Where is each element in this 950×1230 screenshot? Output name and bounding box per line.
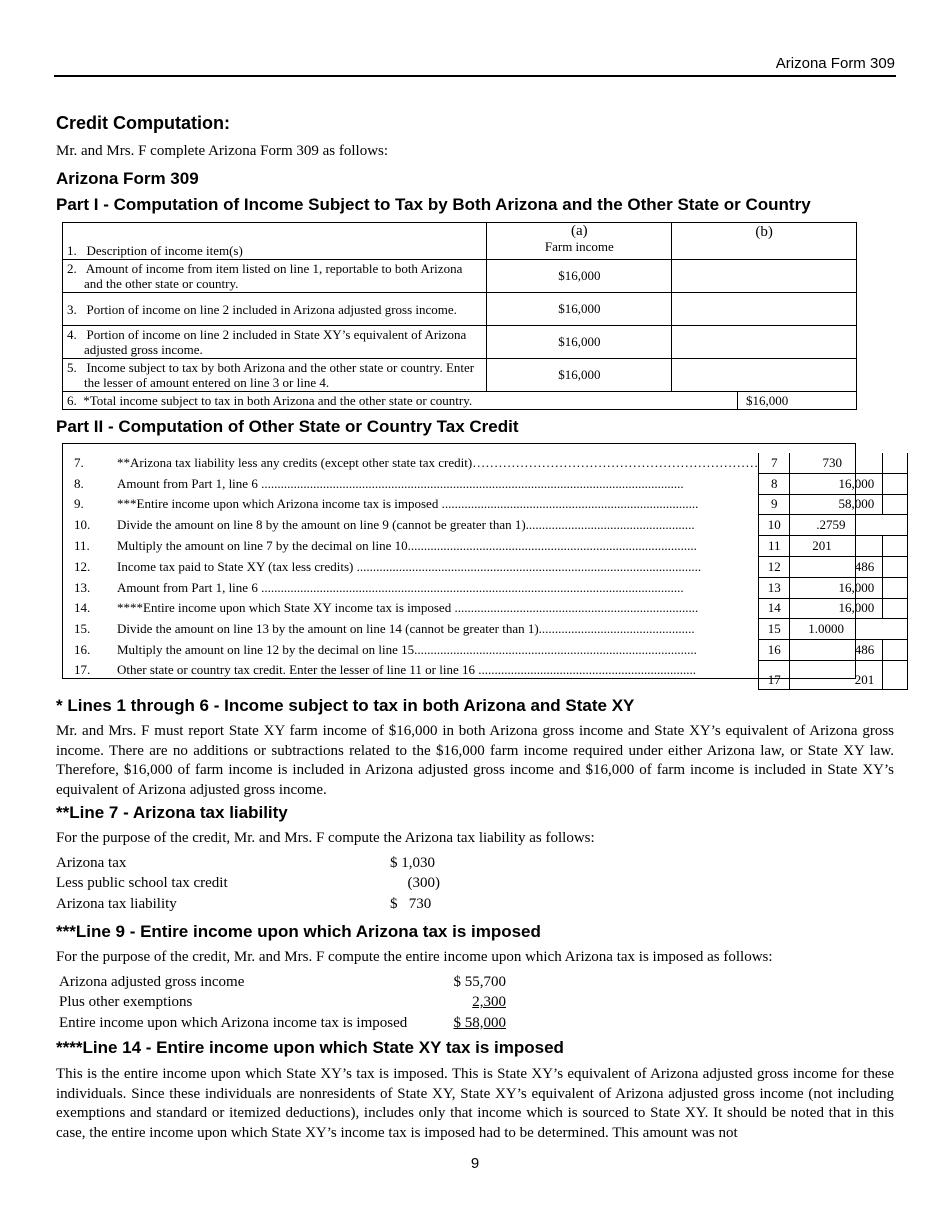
part2-num: 15. (74, 621, 91, 637)
part2-line: 13 (759, 577, 790, 598)
form-title: Arizona Form 309 (56, 169, 199, 188)
part2-text: Multiply the amount on line 7 by the decimal on line 10......................................................................................... (117, 538, 697, 554)
line-7-row (56, 874, 440, 895)
part2-value: 16,000 (790, 598, 883, 619)
part1-value-a: $16,000 (487, 359, 672, 392)
part1-desc: 5. Income subject to tax by both Arizona and the other state or country. Enter the lesser of amount entered on line 3 or line 4. (67, 360, 475, 390)
page-number: 9 (470, 1155, 480, 1172)
part1-value-b (672, 260, 857, 293)
part2-row (62, 619, 908, 640)
line-7-label: Arizona tax liability (56, 895, 177, 912)
part2-line: 8 (759, 473, 790, 494)
line-14-title: ****Line 14 - Entire income upon which State XY tax is imposed (56, 1038, 564, 1057)
header-rule (54, 75, 896, 77)
line-7-value: (300) (407, 875, 440, 892)
part2-line: 9 (759, 494, 790, 515)
line-7-table (56, 853, 440, 915)
line-9-value: $ 58,000 (453, 1014, 506, 1031)
line-9-label: Entire income upon which Arizona income tax is imposed (59, 1014, 408, 1031)
part2-value: 16,000 (790, 473, 883, 494)
part2-text: ***Entire income upon which Arizona income tax is imposed ............................................................................... (117, 496, 699, 512)
part1-value-b (672, 359, 857, 392)
part1-desc: 2. Amount of income from item listed on line 1, reportable to both Arizona and the other state or country. (67, 261, 463, 291)
line-7-value: $ 1,030 (390, 854, 435, 871)
line-9-row (59, 972, 506, 993)
form-header: Arizona Form 309 (775, 55, 895, 72)
part1-row-3 (63, 293, 857, 326)
part2-line: 16 (759, 640, 790, 661)
part2-value: 730 (790, 453, 883, 473)
part2-value: 16,000 (790, 577, 883, 598)
line-9-row (59, 993, 506, 1014)
part1-row-5 (63, 359, 857, 392)
line-7-label: Less public school tax credit (56, 875, 228, 892)
part2-num: 7. (74, 455, 84, 471)
part2-num: 10. (74, 517, 91, 533)
line-9-table (59, 972, 506, 1034)
line-9-label: Arizona adjusted gross income (59, 973, 245, 990)
part2-value: 1.0000 (790, 619, 908, 640)
line-9-value: $ 55,700 (453, 973, 506, 990)
part2-line: 17 (759, 660, 790, 689)
part2-num: 9. (74, 496, 84, 512)
part1-value-a: $16,000 (487, 326, 672, 359)
lines-1-6-title: * Lines 1 through 6 - Income subject to tax in both Arizona and State XY (56, 696, 635, 715)
part2-text: **Arizona tax liability less any credits (except other state tax credit)………………………………………………………… (117, 455, 759, 471)
part1-value-b (672, 293, 857, 326)
line-9-label: Plus other exemptions (59, 994, 193, 1011)
part2-line: 12 (759, 556, 790, 577)
part2-line: 10 (759, 515, 790, 536)
intro-text: Mr. and Mrs. F complete Arizona Form 309 as follows: (56, 143, 389, 159)
part2-num: 17. (74, 662, 91, 678)
lines-1-6-body: Mr. and Mrs. F must report State XY farm income of $16,000 in both Arizona gross income and State XY’s equivalent of Arizona gross income. There are no additions or subtractions related to the $16,000 farm income required under either Arizona law, or State XY law. Therefore, $16,000 of farm income is included in Arizona adjusted gross income and $16,000 of farm income is included in State XY’s equivalent of Arizona adjusted gross income. (56, 723, 894, 798)
part2-row (62, 536, 908, 557)
line-9-row (59, 1013, 506, 1034)
part2-text: ****Entire income upon which State XY income tax is imposed ........................................................................... (117, 600, 699, 616)
part2-text: Income tax paid to State XY (tax less credits) .......................................................................................................... (117, 558, 702, 574)
part2-num: 8. (74, 475, 84, 491)
line-7-value: $ 730 (390, 895, 432, 912)
part2-row (62, 640, 908, 661)
credit-computation-title: Credit Computation: (56, 113, 230, 133)
line-9-value: 2,300 (472, 994, 506, 1011)
part2-text: Divide the amount on line 13 by the amount on line 14 (cannot be greater than 1)................................................ (117, 621, 695, 637)
part2-text: Multiply the amount on line 12 by the decimal on line 15....................................................................................... (117, 642, 697, 658)
part2-num: 14. (74, 600, 91, 616)
part1-line6-desc: 6. *Total income subject to tax in both Arizona and the other state or country. (67, 392, 473, 408)
part1-value-a: $16,000 (487, 293, 672, 326)
part1-value-b (672, 326, 857, 359)
part2-num: 11. (74, 538, 90, 554)
part1-title: Part I - Computation of Income Subject to Tax by Both Arizona and the Other State or Country (56, 195, 811, 214)
line-14-body: This is the entire income upon which State XY’s tax is imposed. This is State XY’s equivalent of Arizona adjusted gross income for these individuals. Since these individuals are nonresidents of State XY, State XY’s equivalent of Arizona adjusted gross income (not including exemptions and standard or itemized deductions), includes only that income which is sourced to State XY. It should be noted that in this case, the entire income upon which State XY’s income tax is imposed had to be determined. This amount was not (56, 1066, 894, 1141)
line-7-title: **Line 7 - Arizona tax liability (56, 803, 288, 822)
part2-line: 11 (759, 536, 790, 557)
part2-row (62, 577, 908, 598)
part2-row (62, 515, 908, 536)
part2-line: 7 (759, 453, 790, 473)
part2-row (62, 494, 908, 515)
part2-line: 15 (759, 619, 790, 640)
part2-num: 16. (74, 642, 91, 658)
part2-row (62, 660, 908, 689)
part1-desc: 4. Portion of income on line 2 included in State XY’s equivalent of Arizona adjusted gross income. (67, 327, 467, 357)
part2-row (62, 598, 908, 619)
part1-table (62, 222, 857, 410)
line-7-label: Arizona tax (56, 854, 127, 871)
part2-value: 201 (790, 660, 883, 689)
part2-text: Divide the amount on line 8 by the amount on line 9 (cannot be greater than 1).................................................... (117, 517, 695, 533)
part2-value: .2759 (790, 515, 908, 536)
part2-row (62, 556, 908, 577)
part1-value-a: Farm income (544, 239, 614, 254)
part1-desc: 3. Portion of income on line 2 included in Arizona adjusted gross income. (67, 301, 457, 317)
line-9-title: ***Line 9 - Entire income upon which Arizona tax is imposed (56, 922, 541, 941)
part2-title: Part II - Computation of Other State or Country Tax Credit (56, 417, 519, 436)
part1-line6-value: $16,000 (737, 392, 856, 409)
line-7-row (56, 894, 440, 915)
col-b-label: (b) (672, 223, 857, 260)
part1-row-4 (63, 326, 857, 359)
part2-line: 14 (759, 598, 790, 619)
part2-num: 13. (74, 579, 91, 595)
line-7-intro: For the purpose of the credit, Mr. and Mrs. F compute the Arizona tax liability as follows: (56, 830, 595, 846)
part1-row-2 (63, 260, 857, 293)
part1-col-a-header (487, 223, 672, 260)
part2-text: Other state or country tax credit. Enter the lesser of line 11 or line 16 ................................................................... (117, 662, 696, 678)
part2-value: 486 (790, 556, 883, 577)
line-7-row (56, 853, 440, 874)
part2-table (62, 453, 908, 690)
part2-row (62, 473, 908, 494)
part2-value: 486 (790, 640, 883, 661)
part2-text: Amount from Part 1, line 6 .................................................................................................................................. (117, 475, 684, 491)
part1-row-6 (63, 392, 857, 410)
part2-num: 12. (74, 558, 91, 574)
part1-desc: 1. Description of income item(s) (63, 223, 487, 260)
part1-value-a: $16,000 (487, 260, 672, 293)
part2-value: 201 (790, 536, 883, 557)
part2-text: Amount from Part 1, line 6 .................................................................................................................................. (117, 579, 684, 595)
part2-value: 58,000 (790, 494, 883, 515)
col-a-label: (a) (571, 223, 588, 239)
line-9-intro: For the purpose of the credit, Mr. and Mrs. F compute the entire income upon which Arizona tax is imposed as follows: (56, 949, 773, 965)
part1-row-1 (63, 223, 857, 260)
part2-row (62, 453, 908, 473)
